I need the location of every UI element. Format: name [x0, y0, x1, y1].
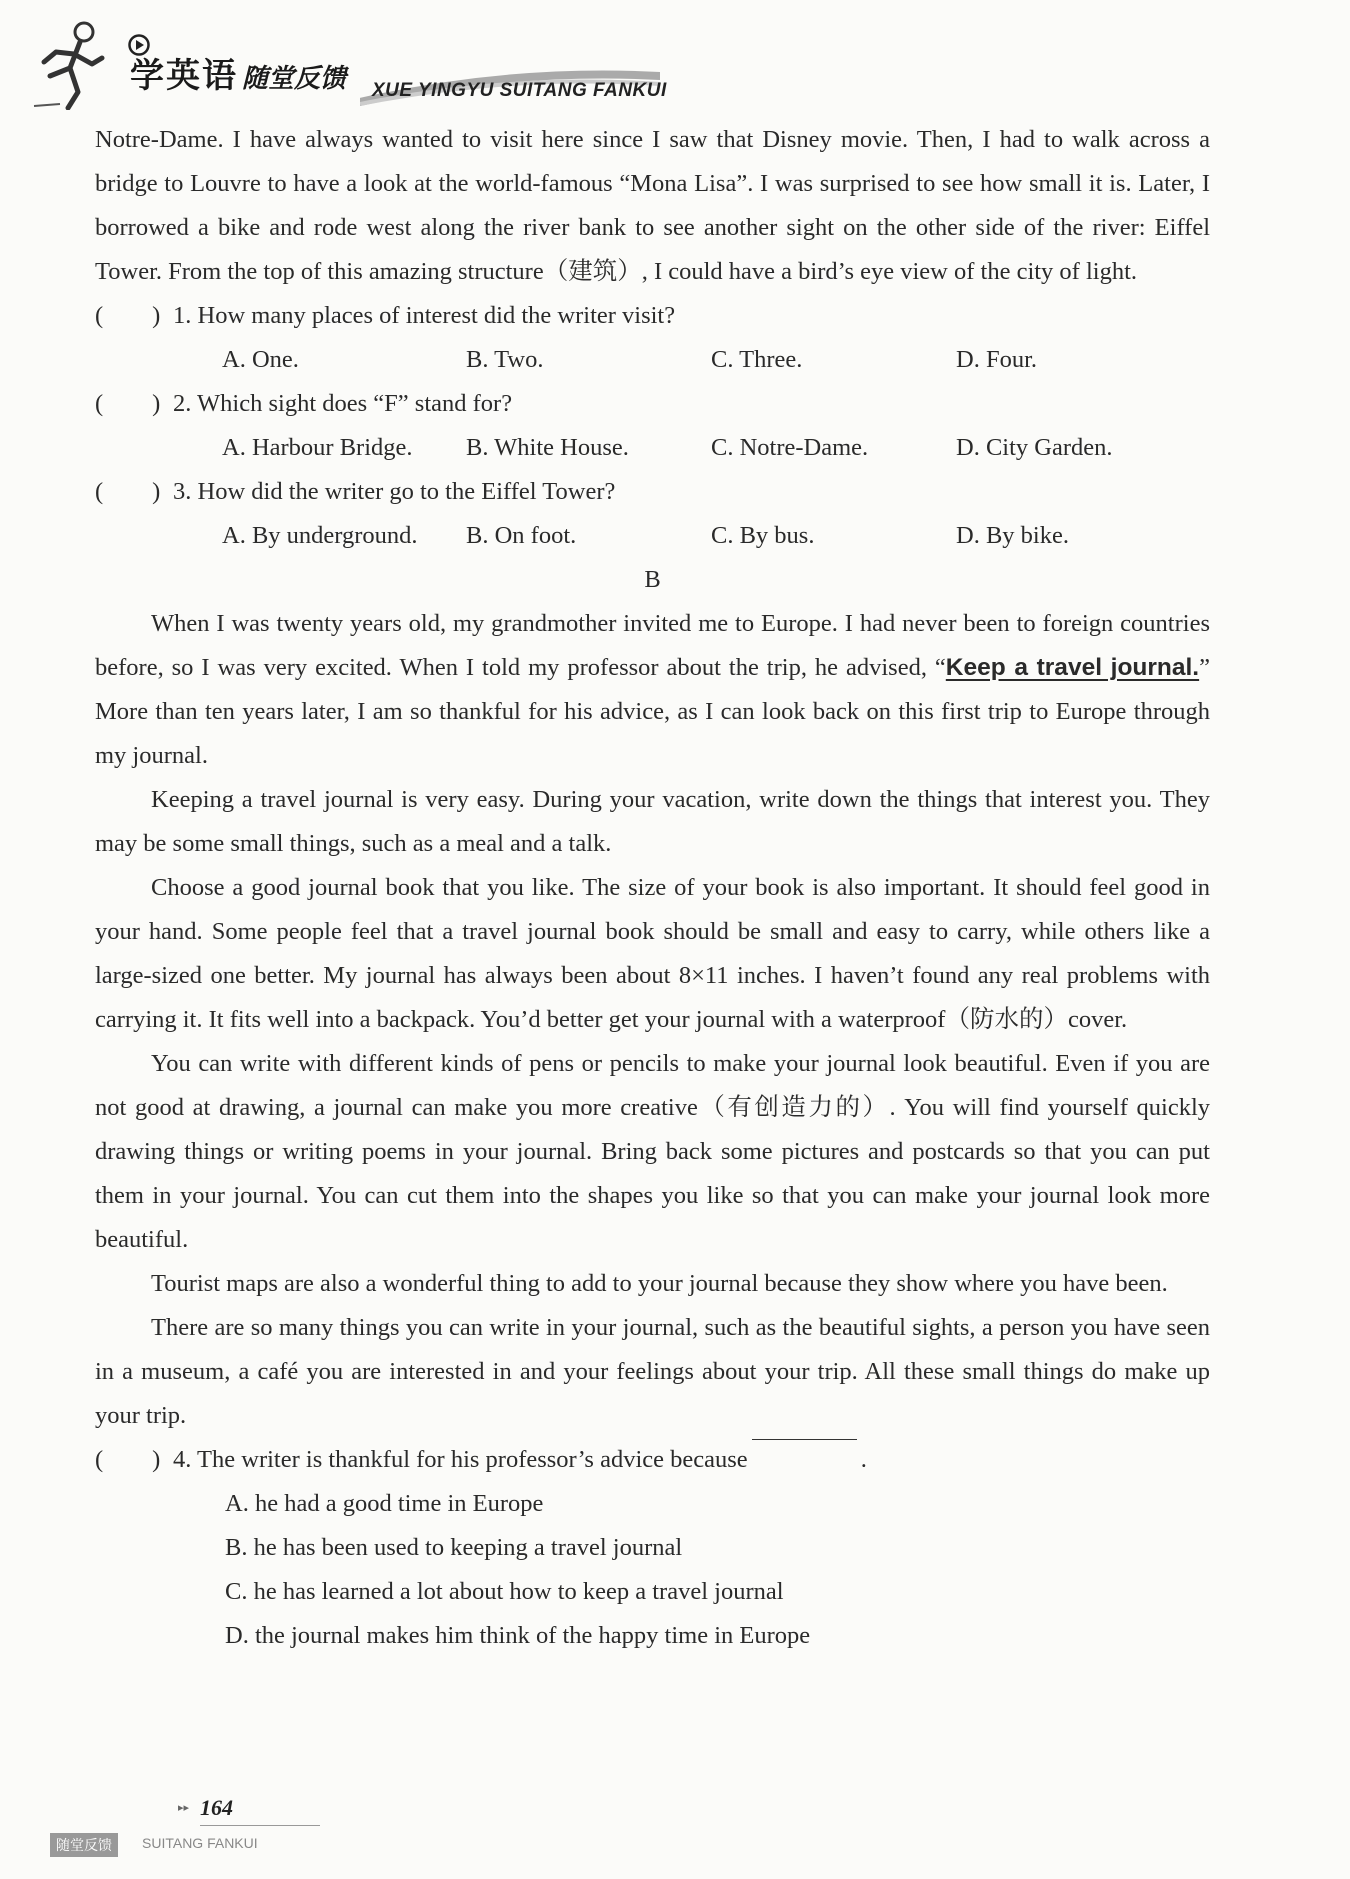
page-content: [95, 118, 1210, 1658]
answer-paren[interactable]: ( ): [95, 1446, 161, 1473]
question-stem: 3. How did the writer go to the Eiffel Tower?: [173, 478, 616, 505]
option-a: A. By underground.: [222, 522, 418, 549]
option-b: B. White House.: [466, 434, 629, 461]
option-a: A. he had a good time in Europe: [225, 1490, 544, 1517]
page-footer: [50, 1795, 370, 1855]
option-a: A. Harbour Bridge.: [222, 434, 413, 461]
section-b-label: B: [644, 566, 661, 593]
option-c: C. By bus.: [711, 522, 815, 549]
question-2: [95, 382, 1210, 470]
answer-paren[interactable]: ( ): [95, 390, 161, 417]
arrow-icon: ▸▸: [178, 1801, 190, 1814]
brand-pinyin: XUE YINGYU SUITANG FANKUI: [372, 80, 667, 101]
highlighted-phrase: Keep a travel journal.: [945, 654, 1200, 681]
question-1: [95, 294, 1210, 382]
footer-tag-en: SUITANG FANKUI: [142, 1835, 258, 1851]
passage-b-paragraph-1: When I was twenty years old, my grandmother invited me to Europe. I had never been to foreign countries before, so I was very excited. When I told my professor about the trip, he advised, “Keep a travel journal.” More than ten years later, I am so thankful for his advice, as I can look back on this first trip to Europe through my journal.: [95, 610, 1210, 769]
question-stem: 4. The writer is thankful for his professor’s advice because: [173, 1446, 748, 1473]
passage-b-paragraph-5: Tourist maps are also a wonderful thing to add to your journal because they show where you have been.: [151, 1270, 1168, 1297]
brand-subtitle: 随堂反馈: [242, 64, 347, 94]
footer-divider: [200, 1825, 320, 1826]
option-d: D. City Garden.: [956, 434, 1113, 461]
footer-tag: 随堂反馈: [50, 1833, 118, 1857]
passage-b-paragraph-4: You can write with different kinds of pens or pencils to make your journal look beautiful. Even if you are not good at drawing, a journal can make you more creative（有创造力的）. You will find yourself quickly drawing things or writing poems in your journal. Bring back some pictures and postcards so that you can put them in your journal. You can cut them into the shapes you like so that you can make your journal look more beautiful.: [95, 1050, 1210, 1253]
question-4: ( ) 4. The writer is thankful for his professor’s advice because . A. he had a good time in Europe B. he has been used to keeping a travel journal C. he has learned a lot about how to keep a travel journal D. the journal makes him think of the happy time in Europe: [95, 1438, 1210, 1658]
answer-paren[interactable]: ( ): [95, 478, 161, 505]
question-3: [95, 470, 1210, 558]
option-b: B. Two.: [466, 346, 544, 373]
passage-b-paragraph-2: Keeping a travel journal is very easy. During your vacation, write down the things that interest you. They may be some small things, such as a meal and a talk.: [95, 786, 1210, 857]
option-d: D. By bike.: [956, 522, 1069, 549]
runner-logo-icon: [30, 18, 110, 110]
page-number: 164: [200, 1795, 233, 1820]
option-c: C. he has learned a lot about how to keep a travel journal: [225, 1578, 784, 1605]
option-c: C. Notre-Dame.: [711, 434, 869, 461]
option-b: B. On foot.: [466, 522, 577, 549]
page-header: [30, 18, 1250, 108]
option-d: D. the journal makes him think of the happy time in Europe: [225, 1622, 811, 1649]
answer-paren[interactable]: ( ): [95, 302, 161, 329]
option-b: B. he has been used to keeping a travel journal: [225, 1534, 683, 1561]
option-c: C. Three.: [711, 346, 803, 373]
passage-b-paragraph-6: There are so many things you can write in your journal, such as the beautiful sights, a person you have seen in a museum, a café you are interested in and your feelings about your trip. All these small things do make up your trip.: [95, 1314, 1210, 1429]
question-stem: 1. How many places of interest did the writer visit?: [173, 302, 676, 329]
passage-b-paragraph-3: Choose a good journal book that you like. The size of your book is also important. It should feel good in your hand. Some people feel that a travel journal book should be small and easy to carry, while others like a large-sized one better. My journal has always been about 8×11 inches. I haven’t found any real problems with carrying it. It fits well into a backpack. You’d better get your journal with a waterproof（防水的）cover.: [95, 874, 1210, 1033]
question-stem: 2. Which sight does “F” stand for?: [173, 390, 513, 417]
option-a: A. One.: [222, 346, 299, 373]
option-d: D. Four.: [956, 346, 1038, 373]
brand-title: 学英语: [130, 56, 238, 96]
passage-a-tail: Notre-Dame. I have always wanted to visit here since I saw that Disney movie. Then, I had to walk across a bridge to Louvre to have a look at the world-famous “Mona Lisa”. I was surprised to see how small it is. Later, I borrowed a bike and rode west along the river bank to see another sight on the other side of the river: Eiffel Tower. From the top of this amazing structure（建筑）, I could have a bird’s eye view of the city of light.: [95, 126, 1210, 285]
answer-blank[interactable]: [752, 1438, 857, 1440]
